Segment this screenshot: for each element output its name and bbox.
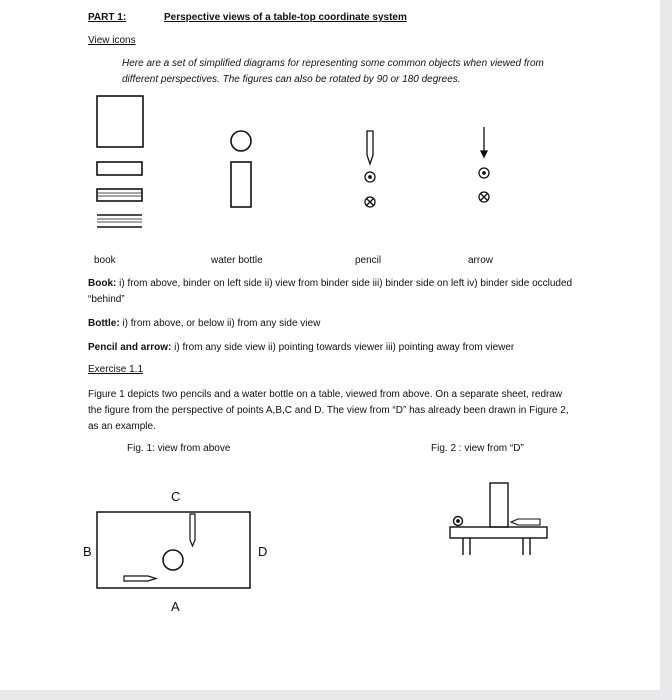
pencil-icons — [365, 131, 375, 207]
pencil-away-icon — [365, 197, 375, 207]
arrow-away-icon — [479, 192, 489, 202]
intro-text: Here are a set of simplified diagrams for representing some common objects when viewed from different perspectives. The figures can also be rotated by 90 or 180 degrees. — [122, 58, 544, 85]
bottle-side-icon — [231, 162, 251, 207]
pencil-horizontal — [124, 576, 156, 581]
water-bottle-icons — [231, 131, 251, 207]
figure-2-view-from-d — [450, 483, 547, 555]
exercise-heading: Exercise 1.1 — [88, 364, 144, 375]
water-bottle — [163, 550, 183, 570]
table-legs — [463, 538, 530, 555]
label-arrow: arrow — [468, 255, 494, 266]
label-pencil: pencil — [355, 255, 382, 266]
point-a: A — [171, 599, 180, 614]
point-c: C — [171, 489, 181, 504]
pencil-pointing-left — [511, 519, 540, 525]
arrow-icons — [479, 127, 489, 202]
view-icons-heading: View icons — [88, 35, 136, 46]
bottle-description: Bottle: i) from above, or below ii) from any side view — [88, 318, 321, 329]
point-d: D — [258, 544, 268, 559]
water-bottle-side — [490, 483, 508, 527]
label-book: book — [94, 255, 116, 266]
table-side — [450, 527, 547, 538]
book-above-icon — [97, 96, 143, 147]
pencil-towards-icon — [365, 172, 375, 182]
book-binder-side-icon — [97, 162, 142, 175]
pencil-side-icon — [367, 131, 373, 164]
label-water-bottle: water bottle — [211, 255, 263, 266]
book-icons — [97, 96, 143, 227]
book-description: Book: i) from above, binder on left side ii) view from binder side iii) binder side on left iv) binder side occluded “behind” — [88, 278, 573, 305]
bottle-top-icon — [231, 131, 251, 151]
exercise-text: Figure 1 depicts two pencils and a water bottle on a table, viewed from above. On a separate sheet, redraw the figure from the perspective of points A,B,C and D. The view from “D” has already been drawn in Figure 2, as an example. — [88, 389, 569, 432]
book-binder-behind-icon — [97, 215, 142, 227]
fig1-caption: Fig. 1: view from above — [127, 443, 231, 454]
book-binder-left-icon — [97, 189, 142, 201]
point-b: B — [83, 544, 92, 559]
page-title: Perspective views of a table-top coordinate system — [164, 12, 407, 23]
pencil-arrow-description: Pencil and arrow: i) from any side view ii) pointing towards viewer iii) pointing away from viewer — [88, 342, 515, 353]
part-label: PART 1: — [88, 12, 127, 23]
figure-1-view-from-above — [97, 512, 250, 588]
arrow-towards-icon — [479, 168, 489, 178]
fig2-caption: Fig. 2 : view from “D” — [431, 443, 524, 454]
pencil-vertical — [190, 514, 195, 546]
